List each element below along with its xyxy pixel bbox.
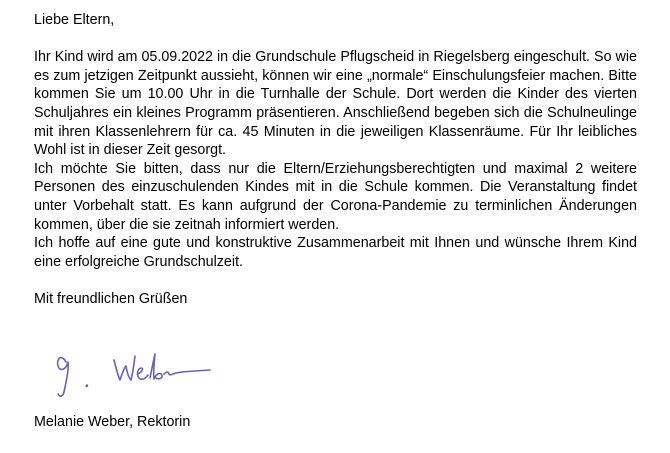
closing-phrase: Mit freundlichen Grüßen bbox=[34, 290, 188, 307]
letter-body bbox=[34, 11, 637, 309]
handwritten-signature bbox=[52, 348, 222, 400]
paragraph-enrollment: Ihr Kind wird am 05.09.2022 in die Grundschule Pflugscheid in Riegelsberg eingeschult. So wie es zum jetzigen Zeitpunkt aussieht, können wir eine „normale“ Einschulungsfeier machen. Bitte kommen Sie um 10.00 Uhr in die Turnhalle der Schule. Dort werden die Kinder des vierten Schuljahres ein kleines Programm präsentieren. Anschließend begeben sich die Schulneulinge mit ihren Klassenlehrern für ca. 45 Minuten in die jeweiligen Klassenräume. Für Ihr leibliches Wohl ist in dieser Zeit gesorgt. bbox=[34, 49, 637, 159]
paragraph-wishes: Ich hoffe auf eine gute und konstruktive Zusammenarbeit mit Ihnen und wünsche Ihrem Kind eine erfolgreiche Grundschulzeit. bbox=[34, 235, 637, 270]
letter-text bbox=[34, 48, 637, 271]
paragraph-attendance: Ich möchte Sie bitten, dass nur die Eltern/Erziehungsberechtigten und maximal 2 weitere Personen des einzuschulenden Kindes mit in die Schule kommen. Die Veranstaltung findet unter Vorbehalt statt. Es kann aufgrund der Corona-Pandemie zu terminlichen Änderungen kommen, über die sie zeitnah informiert werden. bbox=[34, 160, 637, 233]
signer-name: Melanie Weber, Rektorin bbox=[34, 414, 191, 430]
salutation: Liebe Eltern, bbox=[34, 12, 115, 28]
